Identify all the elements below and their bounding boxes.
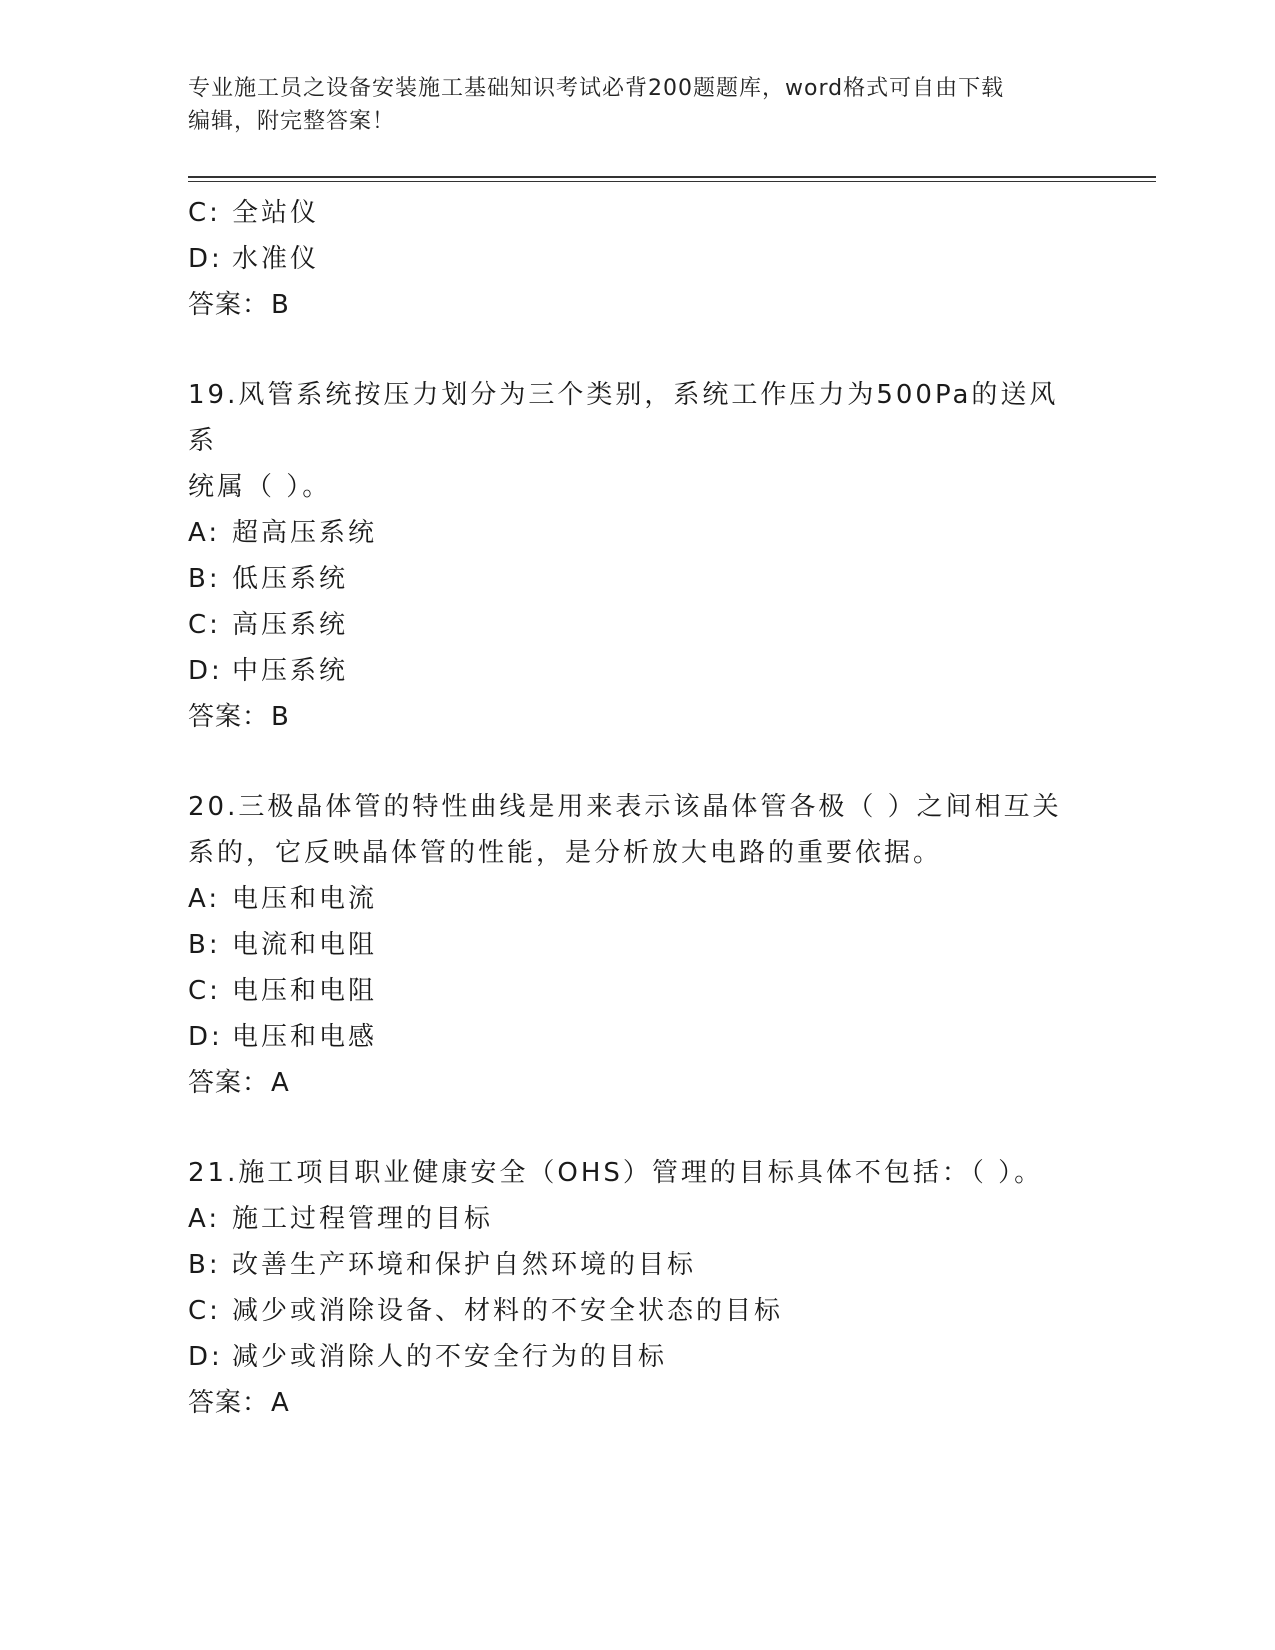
header-title-line-1: 专业施工员之设备安装施工基础知识考试必背200题题库，word格式可自由下载 xyxy=(188,76,1005,101)
option-text: 高压系统 xyxy=(232,610,349,640)
option-text: 中压系统 xyxy=(232,656,349,686)
option-text: 水准仪 xyxy=(232,244,320,274)
question-20 xyxy=(188,784,1088,1106)
option-text: 电流和电阻 xyxy=(232,930,378,960)
option-text: 全站仪 xyxy=(232,198,320,228)
question-19 xyxy=(188,372,1088,740)
option-a xyxy=(188,510,1088,556)
question-stem xyxy=(188,784,1068,876)
option-label: D: xyxy=(188,244,223,274)
option-label: A: xyxy=(188,884,221,914)
answer-line xyxy=(188,1380,1088,1426)
option-b xyxy=(188,556,1088,602)
option-label: B: xyxy=(188,1250,221,1280)
option-text: 电压和电阻 xyxy=(232,976,378,1006)
option-label: B: xyxy=(188,930,221,960)
option-label: D: xyxy=(188,1342,223,1372)
option-c xyxy=(188,1288,1088,1334)
option-a xyxy=(188,876,1088,922)
option-d xyxy=(188,236,1088,282)
answer-value: B xyxy=(271,290,290,320)
question-stem-line-2: 统属（ ）。 xyxy=(188,472,332,502)
question-stem xyxy=(188,372,1068,510)
answer-value: A xyxy=(271,1388,290,1418)
header-title-line-2: 编辑，附完整答案！ xyxy=(188,109,396,134)
answer-line xyxy=(188,1060,1088,1106)
question-stem-line-2: 系的，它反映晶体管的性能，是分析放大电路的重要依据。 xyxy=(188,838,943,868)
page-header xyxy=(188,72,1088,138)
option-label: B: xyxy=(188,564,221,594)
option-label: C: xyxy=(188,198,221,228)
header-divider-thick xyxy=(188,176,1156,178)
option-label: C: xyxy=(188,976,221,1006)
option-label: D: xyxy=(188,1022,223,1052)
answer-label: 答案： xyxy=(188,1068,270,1098)
prev-question-block xyxy=(188,190,1088,328)
question-21 xyxy=(188,1150,1088,1426)
option-label: C: xyxy=(188,610,221,640)
option-b xyxy=(188,1242,1088,1288)
option-label: D: xyxy=(188,656,223,686)
question-stem xyxy=(188,1150,1068,1196)
option-text: 减少或消除人的不安全行为的目标 xyxy=(232,1342,668,1372)
option-text: 电压和电感 xyxy=(232,1022,378,1052)
option-c xyxy=(188,602,1088,648)
answer-value: B xyxy=(271,702,290,732)
option-d xyxy=(188,1014,1088,1060)
option-b xyxy=(188,922,1088,968)
option-c xyxy=(188,968,1088,1014)
option-text: 超高压系统 xyxy=(232,518,378,548)
question-list xyxy=(188,190,1088,1426)
header-divider-thin xyxy=(188,181,1156,182)
option-text: 改善生产环境和保护自然环境的目标 xyxy=(232,1250,697,1280)
answer-label: 答案： xyxy=(188,290,270,320)
answer-line xyxy=(188,694,1088,740)
question-stem-line-1: 20.三极晶体管的特性曲线是用来表示该晶体管各极（ ）之间相互关 xyxy=(188,792,1062,822)
option-a xyxy=(188,1196,1088,1242)
option-text: 施工过程管理的目标 xyxy=(232,1204,494,1234)
option-d xyxy=(188,1334,1088,1380)
answer-label: 答案： xyxy=(188,1388,270,1418)
option-text: 低压系统 xyxy=(232,564,349,594)
question-stem-line-1: 21.施工项目职业健康安全（OHS）管理的目标具体不包括：（ ）。 xyxy=(188,1158,1044,1188)
option-c xyxy=(188,190,1088,236)
option-text: 电压和电流 xyxy=(232,884,378,914)
option-label: C: xyxy=(188,1296,221,1326)
answer-value: A xyxy=(271,1068,290,1098)
question-stem-line-1: 19.风管系统按压力划分为三个类别，系统工作压力为500Pa的送风系 xyxy=(188,380,1059,456)
option-text: 减少或消除设备、材料的不安全状态的目标 xyxy=(232,1296,784,1326)
option-label: A: xyxy=(188,1204,221,1234)
option-d xyxy=(188,648,1088,694)
answer-line xyxy=(188,282,1088,328)
answer-label: 答案： xyxy=(188,702,270,732)
option-label: A: xyxy=(188,518,221,548)
